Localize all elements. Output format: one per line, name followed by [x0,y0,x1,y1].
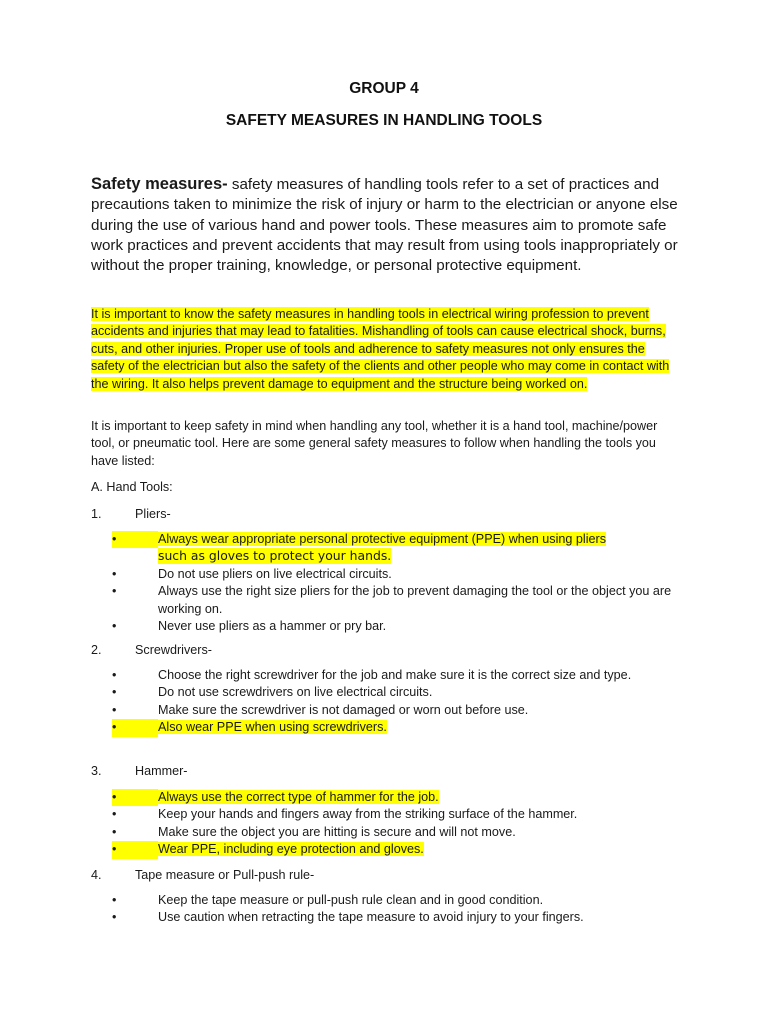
item-heading-tape-measure [91,867,314,884]
bullet-text: Always wear appropriate personal protective equipment (PPE) when using pliers [158,532,607,546]
document-title: SAFETY MEASURES IN HANDLING TOOLS [225,112,543,129]
intro-paragraph [91,174,681,276]
list-item [112,684,692,701]
bullet-dot: • [112,910,117,925]
bullet-text: Do not use pliers on live electrical circuits. [158,566,392,581]
bullet-dot: • [112,719,158,736]
bullet-text: Make sure the screwdriver is not damaged or worn out before use. [158,702,529,717]
bullet-dot: • [112,668,117,682]
item-name: Tape measure or Pull-push rule- [135,868,315,882]
highlighted-paragraph [91,306,671,393]
bullet-dot: • [112,824,117,839]
bullet-dot: • [112,807,117,822]
bullet-list-screwdrivers [112,667,692,737]
bullet-text: Keep your hands and fingers away from the striking surface of the hammer. [158,807,578,822]
bullet-dot: • [112,702,117,717]
bullet-dot: • [112,893,117,907]
bullet-text: Keep the tape measure or pull-push rule clean and in good condition. [158,893,544,907]
bullet-text: Never use pliers as a hammer or pry bar. [158,619,387,634]
bullet-list-tape-measure [112,892,692,927]
list-item [112,719,692,736]
bullet-dot: • [112,584,117,599]
item-heading-screwdrivers [91,642,212,659]
bullet-text: Always use the correct type of hammer for the job. [158,790,439,804]
bullet-text: Choose the right screwdriver for the job and make sure it is the correct size and type. [158,668,632,682]
bullet-subtext: such as gloves to protect your hands. [158,548,392,564]
bullet-dot: • [112,619,117,634]
bullet-dot: • [112,531,158,548]
item-name: Pliers- [135,507,171,521]
bullet-text: Do not use screwdrivers on live electrical circuits. [158,685,433,700]
intro-lead: Safety measures- [91,175,228,193]
bullet-dot: • [112,841,158,858]
list-item [112,583,692,618]
list-item [112,789,692,806]
bullet-text: Wear PPE, including eye protection and gloves. [158,842,424,857]
bullet-text: Use caution when retracting the tape measure to avoid injury to your fingers. [158,910,584,925]
item-number: 2. [91,643,102,657]
list-item [112,702,692,719]
bullet-list-hammer [112,789,692,859]
item-name: Hammer- [135,764,188,778]
bullet-dot: • [112,789,158,806]
list-item [112,806,692,823]
bullet-text: Also wear PPE when using screwdrivers. [158,720,387,735]
group-heading: GROUP 4 [349,80,419,97]
list-item [112,841,692,858]
item-heading-pliers [91,506,171,523]
bullet-text: Make sure the object you are hitting is secure and will not move. [158,824,516,839]
highlighted-text: It is important to know the safety measures in handling tools in electrical wiring profession to prevent accidents and injuries that may lead to fatalities. Mishandling of tools can cause electrical shock, burns, cuts, and other injuries. Proper use of tools and adherence to safety measures not only ensures the safety of the electrician but also the safety of the clients and other people who may come in contact with the wiring. It also helps prevent damage to equipment and the structure being worked on. [91,307,670,391]
list-item [112,892,692,909]
bullet-dot: • [112,685,117,700]
list-item [112,667,692,684]
list-item [112,618,692,635]
list-item [112,824,692,841]
list-item [112,531,692,566]
bullet-text: Always use the right size pliers for the job to prevent damaging the tool or the object you are working on. [158,584,672,616]
item-number: 4. [91,868,102,882]
item-heading-hammer [91,763,187,780]
list-item [112,566,692,583]
section-heading-hand-tools: A. Hand Tools: [91,480,173,494]
item-number: 1. [91,507,102,521]
list-item [112,909,692,926]
item-number: 3. [91,764,102,778]
bullet-list-pliers [112,531,692,635]
general-paragraph: It is important to keep safety in mind when handling any tool, whether it is a hand tool, machine/power tool, or pneumatic tool. Here are some general safety measures to follow when handling the tools you have listed: [91,419,658,468]
bullet-dot: • [112,566,117,581]
item-name: Screwdrivers- [135,643,212,657]
intro-text: safety measures of handling tools refer to a set of practices and precautions taken to minimize the risk of injury or harm to the electrician or anyone else during the use of various hand and power tools. These measures aim to promote safe work practices and prevent accidents that may result from using tools inappropriately or without the proper training, knowledge, or personal protective equipment. [91,176,678,275]
